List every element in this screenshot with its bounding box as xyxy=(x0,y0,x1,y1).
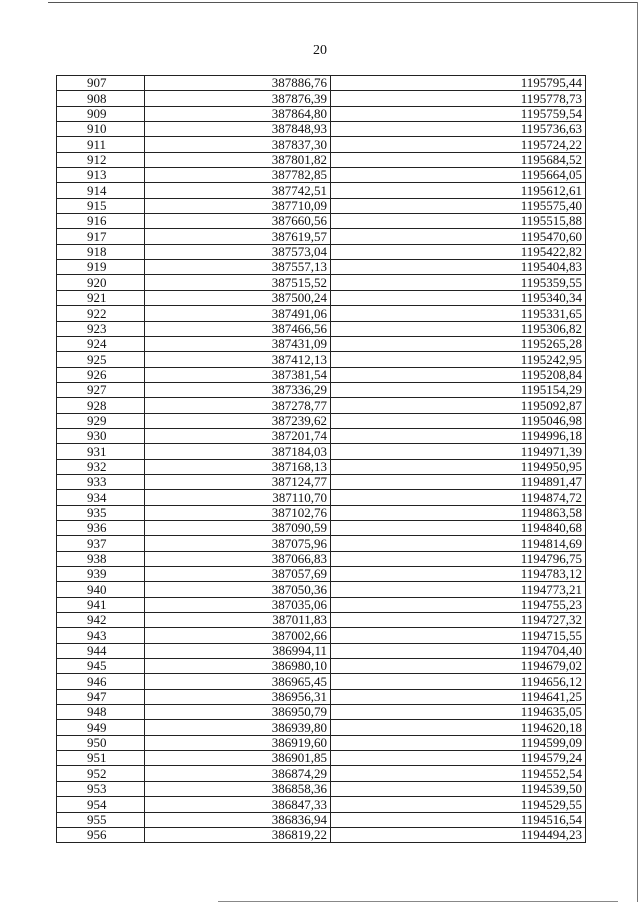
point-number-cell: 920 xyxy=(57,275,145,290)
y-coordinate-cell: 1195795,44 xyxy=(331,76,586,91)
point-number-cell: 919 xyxy=(57,260,145,275)
point-number-cell: 912 xyxy=(57,152,145,167)
x-coordinate-cell: 387110,70 xyxy=(145,490,331,505)
point-number-cell: 939 xyxy=(57,567,145,582)
point-number-cell: 931 xyxy=(57,444,145,459)
table-row xyxy=(57,336,586,351)
point-number-cell: 949 xyxy=(57,720,145,735)
table-row xyxy=(57,459,586,474)
table-row xyxy=(57,613,586,628)
x-coordinate-cell: 386858,36 xyxy=(145,781,331,796)
table-row xyxy=(57,505,586,520)
page-number: 20 xyxy=(313,43,327,58)
table-row xyxy=(57,766,586,781)
point-number-cell: 954 xyxy=(57,797,145,812)
x-coordinate-cell: 387573,04 xyxy=(145,244,331,259)
point-number-cell: 924 xyxy=(57,336,145,351)
table-row xyxy=(57,275,586,290)
point-number-cell: 915 xyxy=(57,198,145,213)
table-row xyxy=(57,551,586,566)
y-coordinate-cell: 1195759,54 xyxy=(331,106,586,121)
x-coordinate-cell: 386836,94 xyxy=(145,812,331,827)
y-coordinate-cell: 1194641,25 xyxy=(331,689,586,704)
table-row xyxy=(57,229,586,244)
x-coordinate-cell: 387886,76 xyxy=(145,76,331,91)
table-row xyxy=(57,597,586,612)
table-row xyxy=(57,520,586,535)
point-number-cell: 943 xyxy=(57,628,145,643)
table-row xyxy=(57,244,586,259)
table-row xyxy=(57,428,586,443)
scan-edge-right xyxy=(637,2,638,902)
y-coordinate-cell: 1194516,54 xyxy=(331,812,586,827)
point-number-cell: 926 xyxy=(57,367,145,382)
y-coordinate-cell: 1194679,02 xyxy=(331,659,586,674)
table-row xyxy=(57,398,586,413)
point-number-cell: 946 xyxy=(57,674,145,689)
point-number-cell: 950 xyxy=(57,735,145,750)
y-coordinate-cell: 1194950,95 xyxy=(331,459,586,474)
x-coordinate-cell: 387278,77 xyxy=(145,398,331,413)
y-coordinate-cell: 1195736,63 xyxy=(331,122,586,137)
point-number-cell: 909 xyxy=(57,106,145,121)
x-coordinate-cell: 387011,83 xyxy=(145,613,331,628)
y-coordinate-cell: 1194704,40 xyxy=(331,643,586,658)
table-row xyxy=(57,689,586,704)
table-row xyxy=(57,260,586,275)
table-row xyxy=(57,659,586,674)
point-number-cell: 938 xyxy=(57,551,145,566)
x-coordinate-cell: 387660,56 xyxy=(145,214,331,229)
x-coordinate-cell: 387491,06 xyxy=(145,306,331,321)
point-number-cell: 953 xyxy=(57,781,145,796)
y-coordinate-cell: 1195404,83 xyxy=(331,260,586,275)
y-coordinate-cell: 1195684,52 xyxy=(331,152,586,167)
x-coordinate-cell: 387848,93 xyxy=(145,122,331,137)
x-coordinate-cell: 386956,31 xyxy=(145,689,331,704)
x-coordinate-cell: 387239,62 xyxy=(145,413,331,428)
point-number-cell: 928 xyxy=(57,398,145,413)
table-row xyxy=(57,352,586,367)
x-coordinate-cell: 387035,06 xyxy=(145,597,331,612)
y-coordinate-cell: 1194552,54 xyxy=(331,766,586,781)
y-coordinate-cell: 1194755,23 xyxy=(331,597,586,612)
table-row xyxy=(57,751,586,766)
point-number-cell: 923 xyxy=(57,321,145,336)
point-number-cell: 927 xyxy=(57,382,145,397)
x-coordinate-cell: 387864,80 xyxy=(145,106,331,121)
point-number-cell: 930 xyxy=(57,428,145,443)
point-number-cell: 945 xyxy=(57,659,145,674)
point-number-cell: 914 xyxy=(57,183,145,198)
table-row xyxy=(57,306,586,321)
x-coordinate-cell: 387412,13 xyxy=(145,352,331,367)
y-coordinate-cell: 1195265,28 xyxy=(331,336,586,351)
y-coordinate-cell: 1194773,21 xyxy=(331,582,586,597)
point-number-cell: 948 xyxy=(57,705,145,720)
coordinates-table xyxy=(56,75,586,843)
table-row xyxy=(57,382,586,397)
point-number-cell: 921 xyxy=(57,290,145,305)
table-row xyxy=(57,444,586,459)
x-coordinate-cell: 387075,96 xyxy=(145,536,331,551)
y-coordinate-cell: 1195208,84 xyxy=(331,367,586,382)
table-row xyxy=(57,367,586,382)
point-number-cell: 907 xyxy=(57,76,145,91)
y-coordinate-cell: 1195046,98 xyxy=(331,413,586,428)
table-row xyxy=(57,198,586,213)
table-row xyxy=(57,168,586,183)
x-coordinate-cell: 386901,85 xyxy=(145,751,331,766)
x-coordinate-cell: 387381,54 xyxy=(145,367,331,382)
y-coordinate-cell: 1194891,47 xyxy=(331,474,586,489)
y-coordinate-cell: 1195575,40 xyxy=(331,198,586,213)
table-row xyxy=(57,152,586,167)
point-number-cell: 936 xyxy=(57,520,145,535)
point-number-cell: 940 xyxy=(57,582,145,597)
table-row xyxy=(57,290,586,305)
table-row xyxy=(57,643,586,658)
x-coordinate-cell: 387742,51 xyxy=(145,183,331,198)
x-coordinate-cell: 387184,03 xyxy=(145,444,331,459)
table-row xyxy=(57,474,586,489)
point-number-cell: 955 xyxy=(57,812,145,827)
point-number-cell: 908 xyxy=(57,91,145,106)
point-number-cell: 942 xyxy=(57,613,145,628)
x-coordinate-cell: 386874,29 xyxy=(145,766,331,781)
point-number-cell: 929 xyxy=(57,413,145,428)
point-number-cell: 951 xyxy=(57,751,145,766)
table-row xyxy=(57,628,586,643)
x-coordinate-cell: 386965,45 xyxy=(145,674,331,689)
y-coordinate-cell: 1195359,55 xyxy=(331,275,586,290)
y-coordinate-cell: 1194656,12 xyxy=(331,674,586,689)
x-coordinate-cell: 387102,76 xyxy=(145,505,331,520)
y-coordinate-cell: 1194539,50 xyxy=(331,781,586,796)
y-coordinate-cell: 1195778,73 xyxy=(331,91,586,106)
y-coordinate-cell: 1194529,55 xyxy=(331,797,586,812)
y-coordinate-cell: 1194494,23 xyxy=(331,827,586,842)
point-number-cell: 910 xyxy=(57,122,145,137)
y-coordinate-cell: 1194620,18 xyxy=(331,720,586,735)
table-row xyxy=(57,413,586,428)
x-coordinate-cell: 387431,09 xyxy=(145,336,331,351)
x-coordinate-cell: 387619,57 xyxy=(145,229,331,244)
x-coordinate-cell: 387050,36 xyxy=(145,582,331,597)
point-number-cell: 911 xyxy=(57,137,145,152)
x-coordinate-cell: 387801,82 xyxy=(145,152,331,167)
point-number-cell: 944 xyxy=(57,643,145,658)
y-coordinate-cell: 1195470,60 xyxy=(331,229,586,244)
x-coordinate-cell: 387168,13 xyxy=(145,459,331,474)
table-row xyxy=(57,106,586,121)
x-coordinate-cell: 387782,85 xyxy=(145,168,331,183)
table-row xyxy=(57,827,586,842)
x-coordinate-cell: 387515,52 xyxy=(145,275,331,290)
y-coordinate-cell: 1195306,82 xyxy=(331,321,586,336)
table-row xyxy=(57,91,586,106)
scan-edge-top xyxy=(48,2,638,3)
table-row xyxy=(57,735,586,750)
table-row xyxy=(57,321,586,336)
point-number-cell: 935 xyxy=(57,505,145,520)
y-coordinate-cell: 1194840,68 xyxy=(331,520,586,535)
y-coordinate-cell: 1194727,32 xyxy=(331,613,586,628)
table-row xyxy=(57,536,586,551)
scan-edge-bottom xyxy=(218,901,618,902)
y-coordinate-cell: 1195331,65 xyxy=(331,306,586,321)
y-coordinate-cell: 1195612,61 xyxy=(331,183,586,198)
x-coordinate-cell: 387090,59 xyxy=(145,520,331,535)
y-coordinate-cell: 1194635,05 xyxy=(331,705,586,720)
table-row xyxy=(57,122,586,137)
coordinates-table-body xyxy=(57,76,586,843)
y-coordinate-cell: 1194796,75 xyxy=(331,551,586,566)
point-number-cell: 956 xyxy=(57,827,145,842)
point-number-cell: 934 xyxy=(57,490,145,505)
x-coordinate-cell: 387466,56 xyxy=(145,321,331,336)
table-row xyxy=(57,720,586,735)
table-row xyxy=(57,76,586,91)
x-coordinate-cell: 387066,83 xyxy=(145,551,331,566)
y-coordinate-cell: 1194863,58 xyxy=(331,505,586,520)
y-coordinate-cell: 1195154,29 xyxy=(331,382,586,397)
y-coordinate-cell: 1194814,69 xyxy=(331,536,586,551)
x-coordinate-cell: 387557,13 xyxy=(145,260,331,275)
table-row xyxy=(57,674,586,689)
x-coordinate-cell: 386939,80 xyxy=(145,720,331,735)
y-coordinate-cell: 1194971,39 xyxy=(331,444,586,459)
point-number-cell: 913 xyxy=(57,168,145,183)
point-number-cell: 932 xyxy=(57,459,145,474)
y-coordinate-cell: 1195340,34 xyxy=(331,290,586,305)
y-coordinate-cell: 1194783,12 xyxy=(331,567,586,582)
x-coordinate-cell: 387336,29 xyxy=(145,382,331,397)
y-coordinate-cell: 1195422,82 xyxy=(331,244,586,259)
y-coordinate-cell: 1195515,88 xyxy=(331,214,586,229)
x-coordinate-cell: 386950,79 xyxy=(145,705,331,720)
y-coordinate-cell: 1194579,24 xyxy=(331,751,586,766)
x-coordinate-cell: 386819,22 xyxy=(145,827,331,842)
x-coordinate-cell: 387002,66 xyxy=(145,628,331,643)
y-coordinate-cell: 1194996,18 xyxy=(331,428,586,443)
y-coordinate-cell: 1195242,95 xyxy=(331,352,586,367)
x-coordinate-cell: 387837,30 xyxy=(145,137,331,152)
point-number-cell: 917 xyxy=(57,229,145,244)
point-number-cell: 933 xyxy=(57,474,145,489)
table-row xyxy=(57,582,586,597)
point-number-cell: 947 xyxy=(57,689,145,704)
table-row xyxy=(57,490,586,505)
point-number-cell: 941 xyxy=(57,597,145,612)
y-coordinate-cell: 1195664,05 xyxy=(331,168,586,183)
point-number-cell: 922 xyxy=(57,306,145,321)
y-coordinate-cell: 1194874,72 xyxy=(331,490,586,505)
x-coordinate-cell: 386994,11 xyxy=(145,643,331,658)
x-coordinate-cell: 387057,69 xyxy=(145,567,331,582)
y-coordinate-cell: 1195724,22 xyxy=(331,137,586,152)
table-row xyxy=(57,797,586,812)
table-row xyxy=(57,781,586,796)
table-row xyxy=(57,812,586,827)
x-coordinate-cell: 387124,77 xyxy=(145,474,331,489)
y-coordinate-cell: 1194599,09 xyxy=(331,735,586,750)
x-coordinate-cell: 387710,09 xyxy=(145,198,331,213)
x-coordinate-cell: 387876,39 xyxy=(145,91,331,106)
x-coordinate-cell: 386980,10 xyxy=(145,659,331,674)
table-row xyxy=(57,183,586,198)
point-number-cell: 916 xyxy=(57,214,145,229)
table-row xyxy=(57,214,586,229)
table-row xyxy=(57,137,586,152)
table-row xyxy=(57,705,586,720)
y-coordinate-cell: 1194715,55 xyxy=(331,628,586,643)
x-coordinate-cell: 387500,24 xyxy=(145,290,331,305)
point-number-cell: 952 xyxy=(57,766,145,781)
table-row xyxy=(57,567,586,582)
x-coordinate-cell: 386847,33 xyxy=(145,797,331,812)
y-coordinate-cell: 1195092,87 xyxy=(331,398,586,413)
point-number-cell: 918 xyxy=(57,244,145,259)
point-number-cell: 925 xyxy=(57,352,145,367)
x-coordinate-cell: 386919,60 xyxy=(145,735,331,750)
point-number-cell: 937 xyxy=(57,536,145,551)
x-coordinate-cell: 387201,74 xyxy=(145,428,331,443)
